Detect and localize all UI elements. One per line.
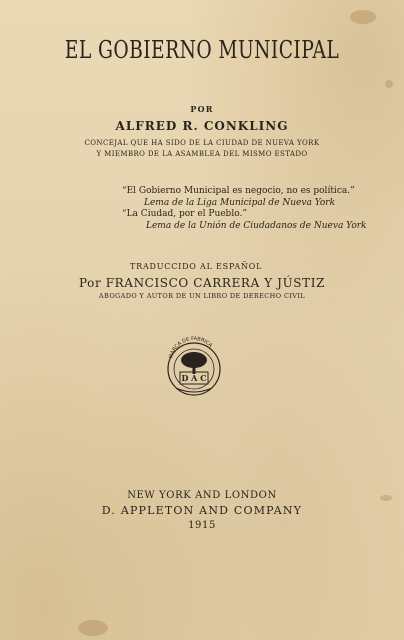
publisher-monogram: D A C	[181, 373, 207, 383]
translation-note: TRADUCCIDO AL ESPAÑOL	[130, 262, 263, 271]
author-name: ALFRED R. CONKLING	[115, 119, 289, 133]
translator-name: Por FRANCISCO CARRERA Y JÚSTIZ	[78, 276, 326, 290]
epigraph-attribution: Lema de la Unión de Ciudadanos de Nueva York	[146, 221, 367, 231]
epigraph-attribution: Lema de la Liga Municipal de Nueva York	[144, 198, 336, 208]
publication-year: 1915	[188, 520, 216, 531]
author-credential-line: Y MIEMBRO DE LA ASAMBLEA DEL MISMO ESTADO	[96, 150, 308, 158]
paper-stain	[78, 620, 108, 636]
paper-stain	[385, 80, 393, 88]
by-label: POR	[190, 104, 214, 114]
book-title: EL GOBIERNO MUNICIPAL	[64, 36, 340, 64]
translator-description: ABOGADO Y AUTOR DE UN LIBRO DE DERECHO CIVIL	[98, 292, 306, 300]
tree-canopy	[181, 352, 207, 368]
epigraph-quote: “El Gobierno Municipal es negocio, no es política.”	[122, 186, 355, 196]
paper-stain	[350, 10, 376, 24]
epigraph-quote: “La Ciudad, por el Pueblo.”	[122, 209, 247, 219]
publisher-mark-icon	[162, 336, 226, 400]
publication-place: NEW YORK AND LONDON	[127, 490, 277, 501]
publisher-name: D. APPLETON AND COMPANY	[101, 504, 303, 517]
author-credential-line: CONCEJAL QUE HA SIDO DE LA CIUDAD DE NUEVA YORK	[84, 139, 320, 147]
publisher-mark-arc-text: MARCA DE FÁBRICA	[168, 336, 214, 360]
